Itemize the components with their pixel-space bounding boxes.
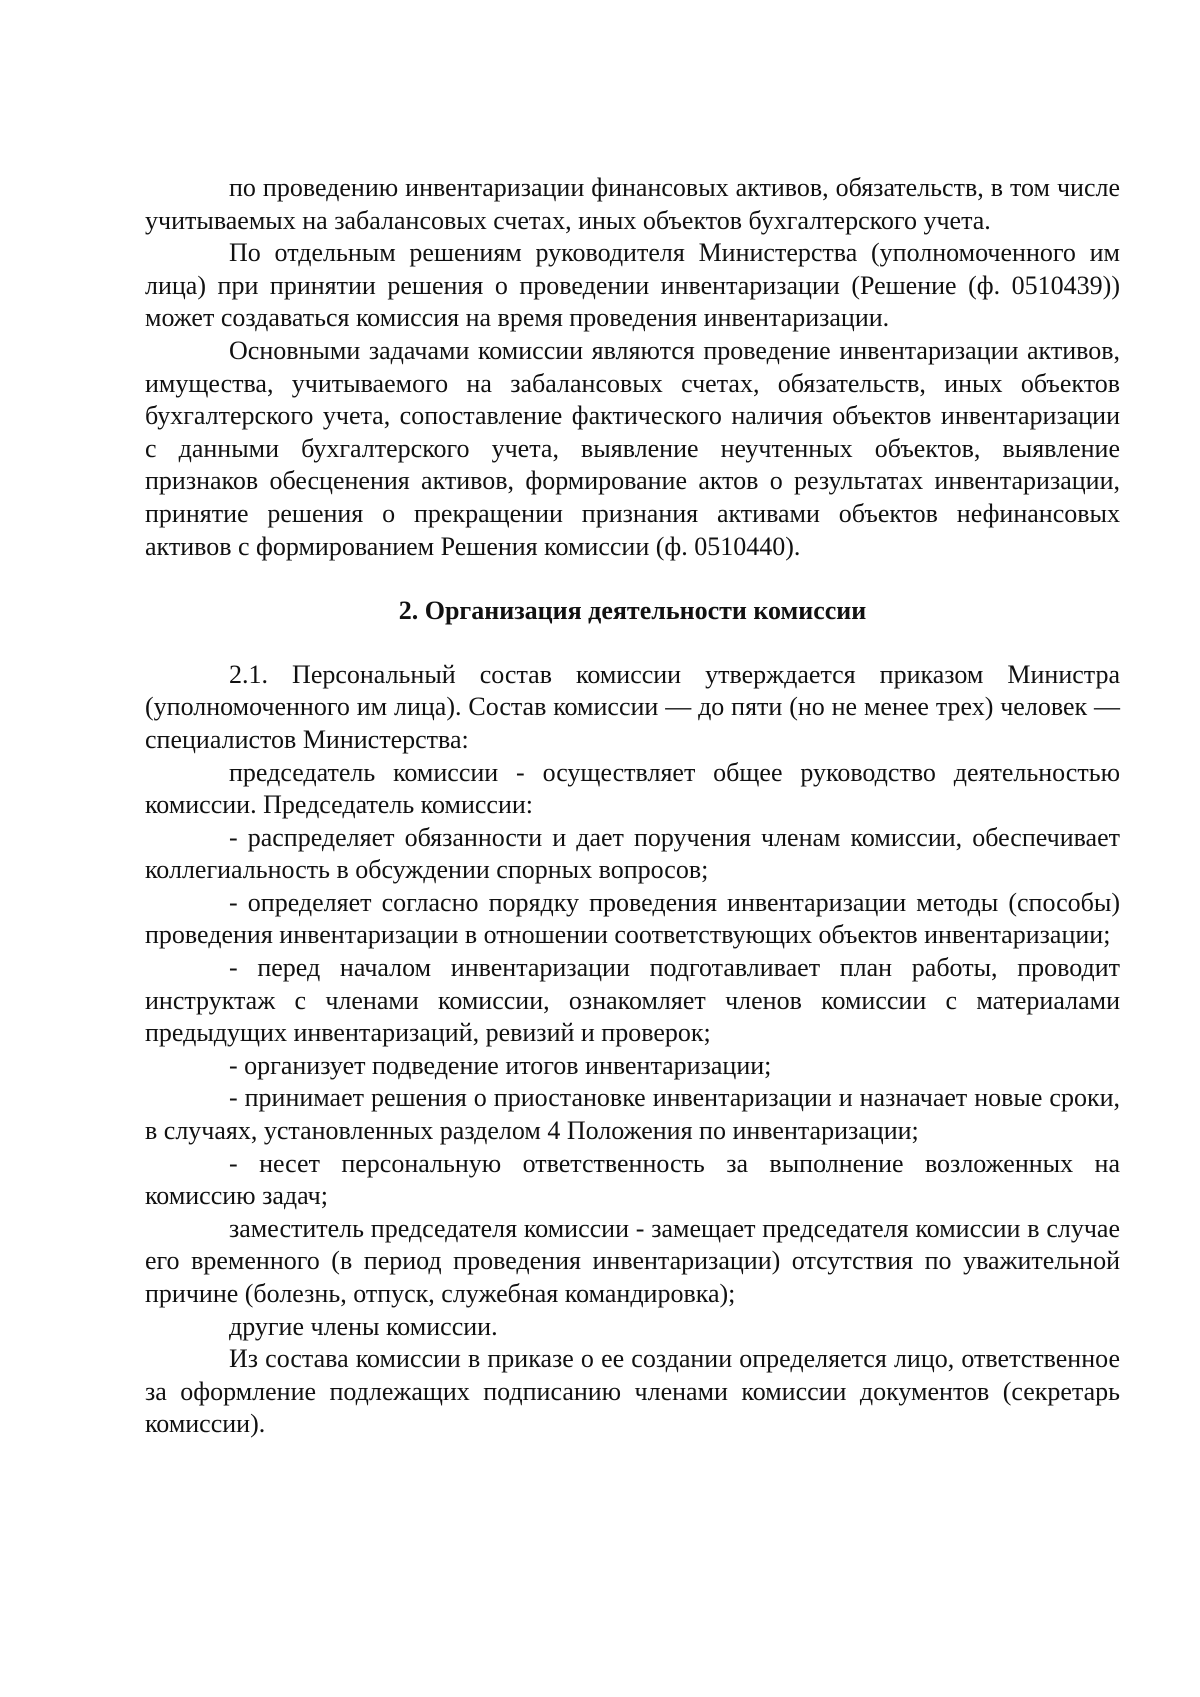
section-heading: 2. Организация деятельности комиссии <box>398 596 867 626</box>
paragraph-other-members: другие члены комиссии. <box>229 1311 498 1341</box>
paragraph-intro-continuation: по проведению инвентаризации финансовых активов, обязательств, в том числе учитываемых на забалансовых счетах, иных объектов бухгалтерского учета. <box>145 173 1120 235</box>
paragraph-main-tasks: Основными задачами комиссии являются проведение инвентаризации активов, имущества, учитываемого на забалансовых счетах, обязательств, иных объектов бухгалтерского учета, сопоставление фактического наличия объектов инвентаризации с данными бухгалтерского учета, выявление неучтенных объектов, выявление признаков обесценения активов, формирование актов о результатах инвентаризации, принятие решения о прекращении признания активами объектов нефинансовых активов с формированием Решения комиссии (ф. 0510440). <box>145 335 1120 561</box>
paragraph-deputy-chairman: заместитель председателя комиссии - замещает председателя комиссии в случае его временного (в период проведения инвентаризации) отсутствия по уважительной причине (болезнь, отпуск, служебная командировка); <box>145 1213 1120 1308</box>
paragraph-separate-decisions: По отдельным решениям руководителя Министерства (уполномоченного им лица) при принятии решения о проведении инвентаризации (Решение (ф. 0510439)) может создаваться комиссия на время проведения инвентаризации. <box>145 238 1120 333</box>
document-body <box>145 172 1120 1441</box>
list-item-determines-methods: - определяет согласно порядку проведения инвентаризации методы (способы) проведения инвентаризации в отношении соответствующих объектов инвентаризации; <box>145 887 1120 950</box>
paragraph-2-1-composition: 2.1. Персональный состав комиссии утверждается приказом Министра (уполномоченного им лица). Состав комиссии — до пяти (но не менее трех) человек — специалистов Министерства: <box>145 659 1120 754</box>
list-item-responsibility: - несет персональную ответственность за выполнение возложенных на комиссию задач; <box>145 1148 1120 1211</box>
paragraph-chairman: председатель комиссии - осуществляет общее руководство деятельностью комиссии. Председатель комиссии: <box>145 757 1120 820</box>
list-item-suspension-decisions: - принимает решения о приостановке инвентаризации и назначает новые сроки, в случаях, установленных разделом 4 Положения по инвентаризации; <box>145 1083 1120 1146</box>
paragraph-secretary: Из состава комиссии в приказе о ее создании определяется лицо, ответственное за оформление подлежащих подписанию членами комиссии документов (секретарь комиссии). <box>145 1344 1120 1439</box>
list-item-prepares-plan: - перед началом инвентаризации подготавливает план работы, проводит инструктаж с членами комиссии, ознакомляет членов комиссии с материалами предыдущих инвентаризаций, ревизий и проверок; <box>145 953 1120 1048</box>
list-item-distributes-duties: - распределяет обязанности и дает поручения членам комиссии, обеспечивает коллегиальность в обсуждении спорных вопросов; <box>145 822 1120 885</box>
list-item-organizes-results: - организует подведение итогов инвентаризации; <box>229 1050 772 1080</box>
